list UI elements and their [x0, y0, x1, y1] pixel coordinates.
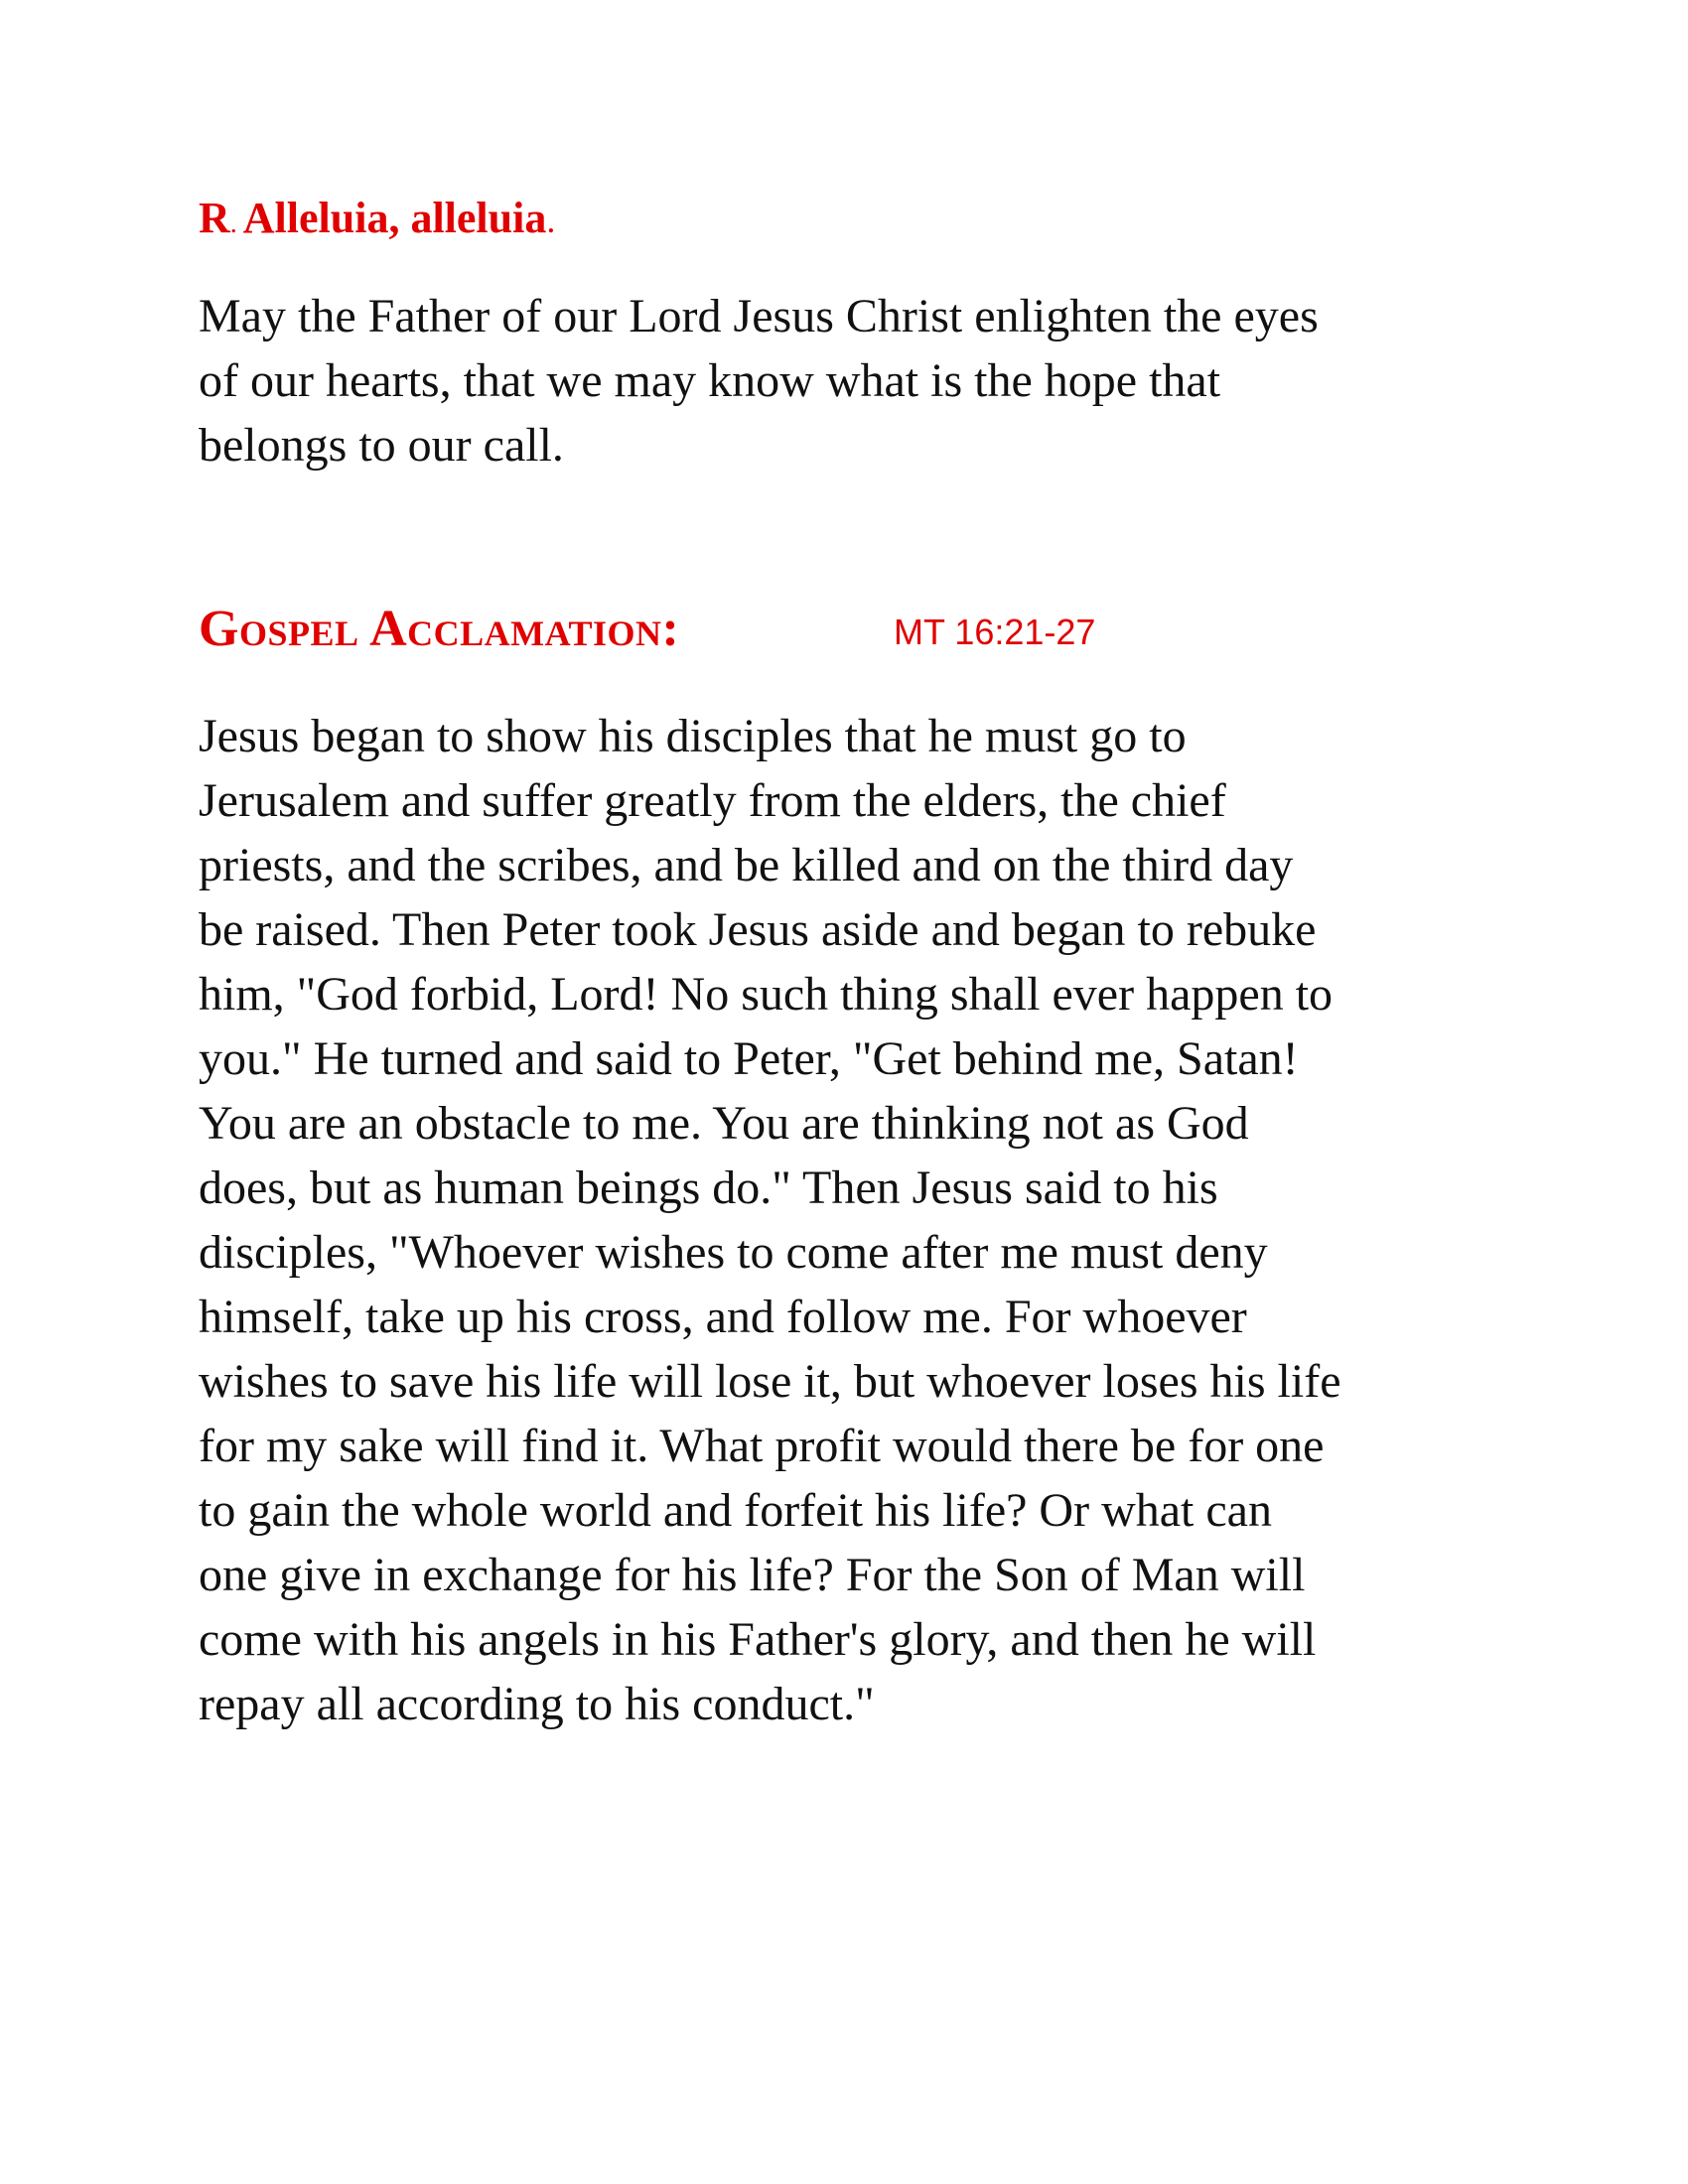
gospel-line: himself, take up his cross, and follow me. For whoever	[199, 1291, 1247, 1343]
section-heading	[199, 595, 1509, 664]
scripture-reference: MT 16:21-27	[894, 612, 1096, 652]
page-content	[199, 189, 1509, 1736]
response-text: Alleluia, alleluia	[242, 194, 547, 242]
gospel-line: Jesus began to show his disciples that he must go to	[199, 710, 1187, 762]
section-title: Gospel Acclamation:	[199, 601, 680, 657]
gospel-text	[199, 704, 1509, 1736]
response-line	[199, 189, 1509, 254]
gospel-line: Jerusalem and suffer greatly from the elders, the chief	[199, 774, 1226, 827]
gospel-line: to gain the whole world and forfeit his life? Or what can	[199, 1484, 1272, 1537]
gospel-line: You are an obstacle to me. You are thinking not as God	[199, 1097, 1249, 1150]
gospel-line: repay all according to his conduct."	[199, 1678, 875, 1730]
gospel-line: you." He turned and said to Peter, "Get behind me, Satan!	[199, 1032, 1299, 1085]
gospel-line: wishes to save his life will lose it, but whoever loses his life	[199, 1355, 1341, 1408]
gospel-line: disciples, "Whoever wishes to come after me must deny	[199, 1226, 1268, 1279]
verse-line: of our hearts, that we may know what is the hope that	[199, 354, 1221, 407]
gospel-line: be raised. Then Peter took Jesus aside and began to rebuke	[199, 903, 1317, 956]
response-mark: R	[199, 194, 230, 242]
gospel-line: for my sake will find it. What profit would there be for one	[199, 1420, 1325, 1472]
response-end: .	[546, 201, 556, 240]
gospel-line: come with his angels in his Father's glory, and then he will	[199, 1613, 1317, 1666]
verse-line: May the Father of our Lord Jesus Christ enlighten the eyes	[199, 290, 1319, 342]
response-mark-dot: .	[229, 208, 237, 239]
alleluia-verse	[199, 284, 1509, 478]
verse-line: belongs to our call.	[199, 419, 564, 472]
gospel-line: does, but as human beings do." Then Jesus said to his	[199, 1161, 1218, 1214]
gospel-line: one give in exchange for his life? For the Son of Man will	[199, 1549, 1306, 1601]
gospel-line: priests, and the scribes, and be killed and on the third day	[199, 839, 1294, 891]
gospel-line: him, "God forbid, Lord! No such thing shall ever happen to	[199, 968, 1334, 1021]
